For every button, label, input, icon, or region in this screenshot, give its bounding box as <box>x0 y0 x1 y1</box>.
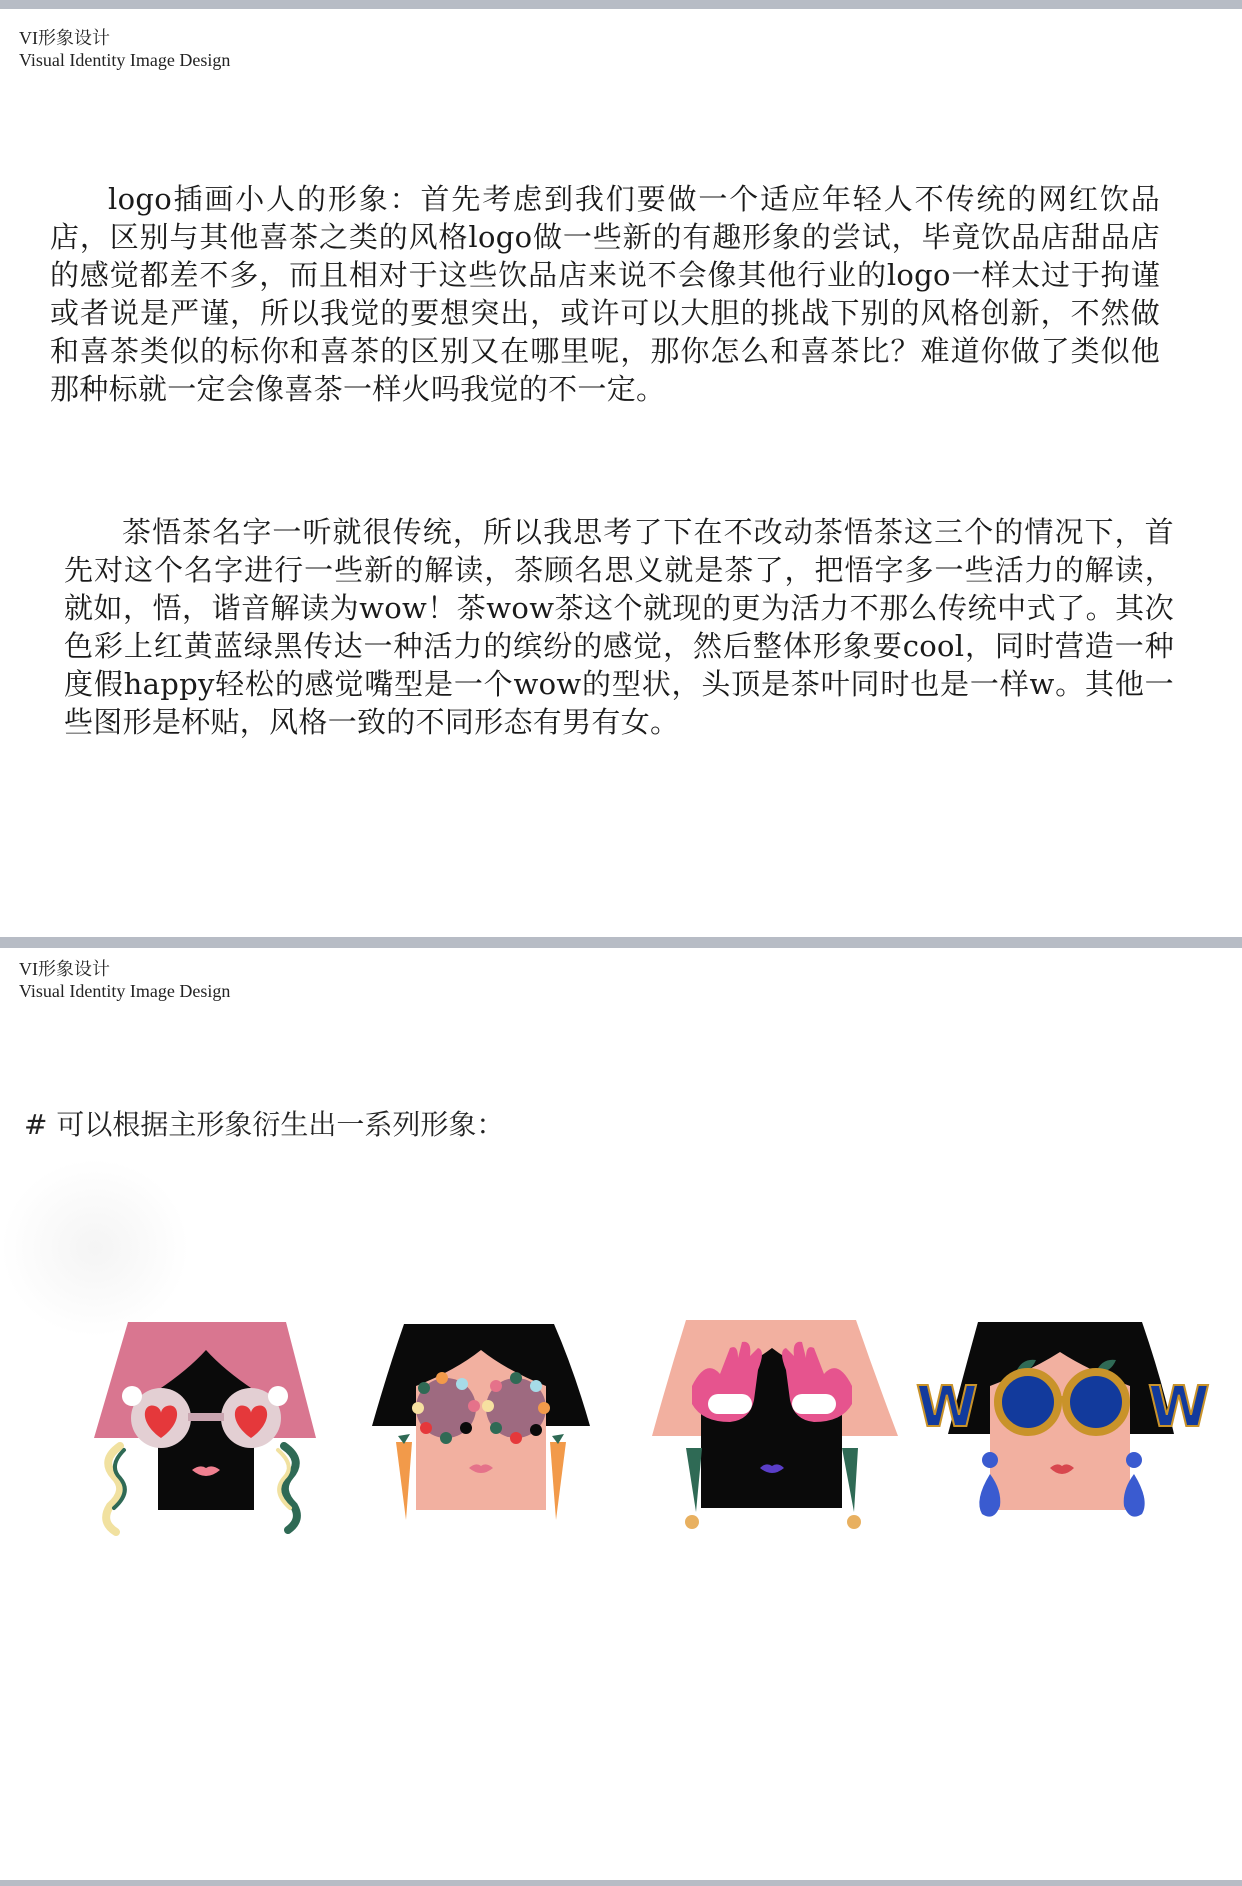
left-earring <box>686 1448 702 1512</box>
section-heading: # 可以根据主形象衍生出一系列形象： <box>24 1108 505 1141</box>
paragraph-name-concept: 茶悟茶名字一听就很传统，所以我思考了下在不改动茶悟茶这三个的情况下，首先对这个名字进行一些新的解读，茶顾名思义就是茶了，把悟字多一些活力的解读，就如，悟，谐音解读为wow！茶wow茶这个就现的更为活力不那么传统中式了。其次色彩上红黄蓝绿黑传达一种活力的缤纷的感觉，然后整体形象要cool，同时营造一种度假happy轻松的感觉嘴型是一个wow的型状，头顶是茶叶同时也是一样w。其他一些图形是杯贴，风格一致的不同形态有男有女。 <box>64 515 1174 739</box>
glasses-letter-right: W <box>1148 1375 1210 1440</box>
top-border <box>0 0 1242 9</box>
left-lens <box>998 1372 1058 1432</box>
header-title-cn: VI形象设计 <box>19 28 110 48</box>
right-lens <box>1066 1372 1126 1432</box>
right-carrot-earring <box>550 1442 566 1520</box>
paragraph-logo-concept: logo插画小人的形象：首先考虑到我们要做一个适应年轻人不传统的网红饮品店，区别与其他喜茶之类的风格logo做一些新的有趣形象的尝试，毕竟饮品店甜品店的感觉都差不多，而且相对于这些饮品店来说不会像其他行业的logo一样太过于拘谨或者说是严谨，所以我觉的要想突出，或许可以大胆的挑战下别的风格创新，不然做和喜茶类似的标你和喜茶的区别又在哪里呢，那你怎么和喜茶比？难道你做了类似他那种标就一定会像喜茶一样火吗我觉的不一定。 <box>50 182 1160 406</box>
right-earring <box>842 1448 858 1512</box>
right-eye <box>792 1394 836 1414</box>
header-title-en: Visual Identity Image Design <box>19 50 231 70</box>
slide-1 <box>0 9 1242 937</box>
hands-eyes-character <box>646 1308 906 1548</box>
slide-divider <box>0 937 1242 948</box>
slide-header <box>19 958 230 1002</box>
header-title-en: Visual Identity Image Design <box>19 981 231 1001</box>
slide-header <box>19 27 230 71</box>
left-eye <box>708 1394 752 1414</box>
heart-glasses-character <box>88 1310 328 1540</box>
bottom-border <box>0 1880 1242 1886</box>
wow-glasses-character <box>912 1310 1212 1540</box>
header-title-cn: VI形象设计 <box>19 959 110 979</box>
slide-2 <box>0 948 1242 1880</box>
glasses-letter-left: W <box>916 1375 978 1440</box>
left-carrot-earring <box>396 1442 412 1520</box>
flower-glasses-character <box>366 1310 596 1540</box>
